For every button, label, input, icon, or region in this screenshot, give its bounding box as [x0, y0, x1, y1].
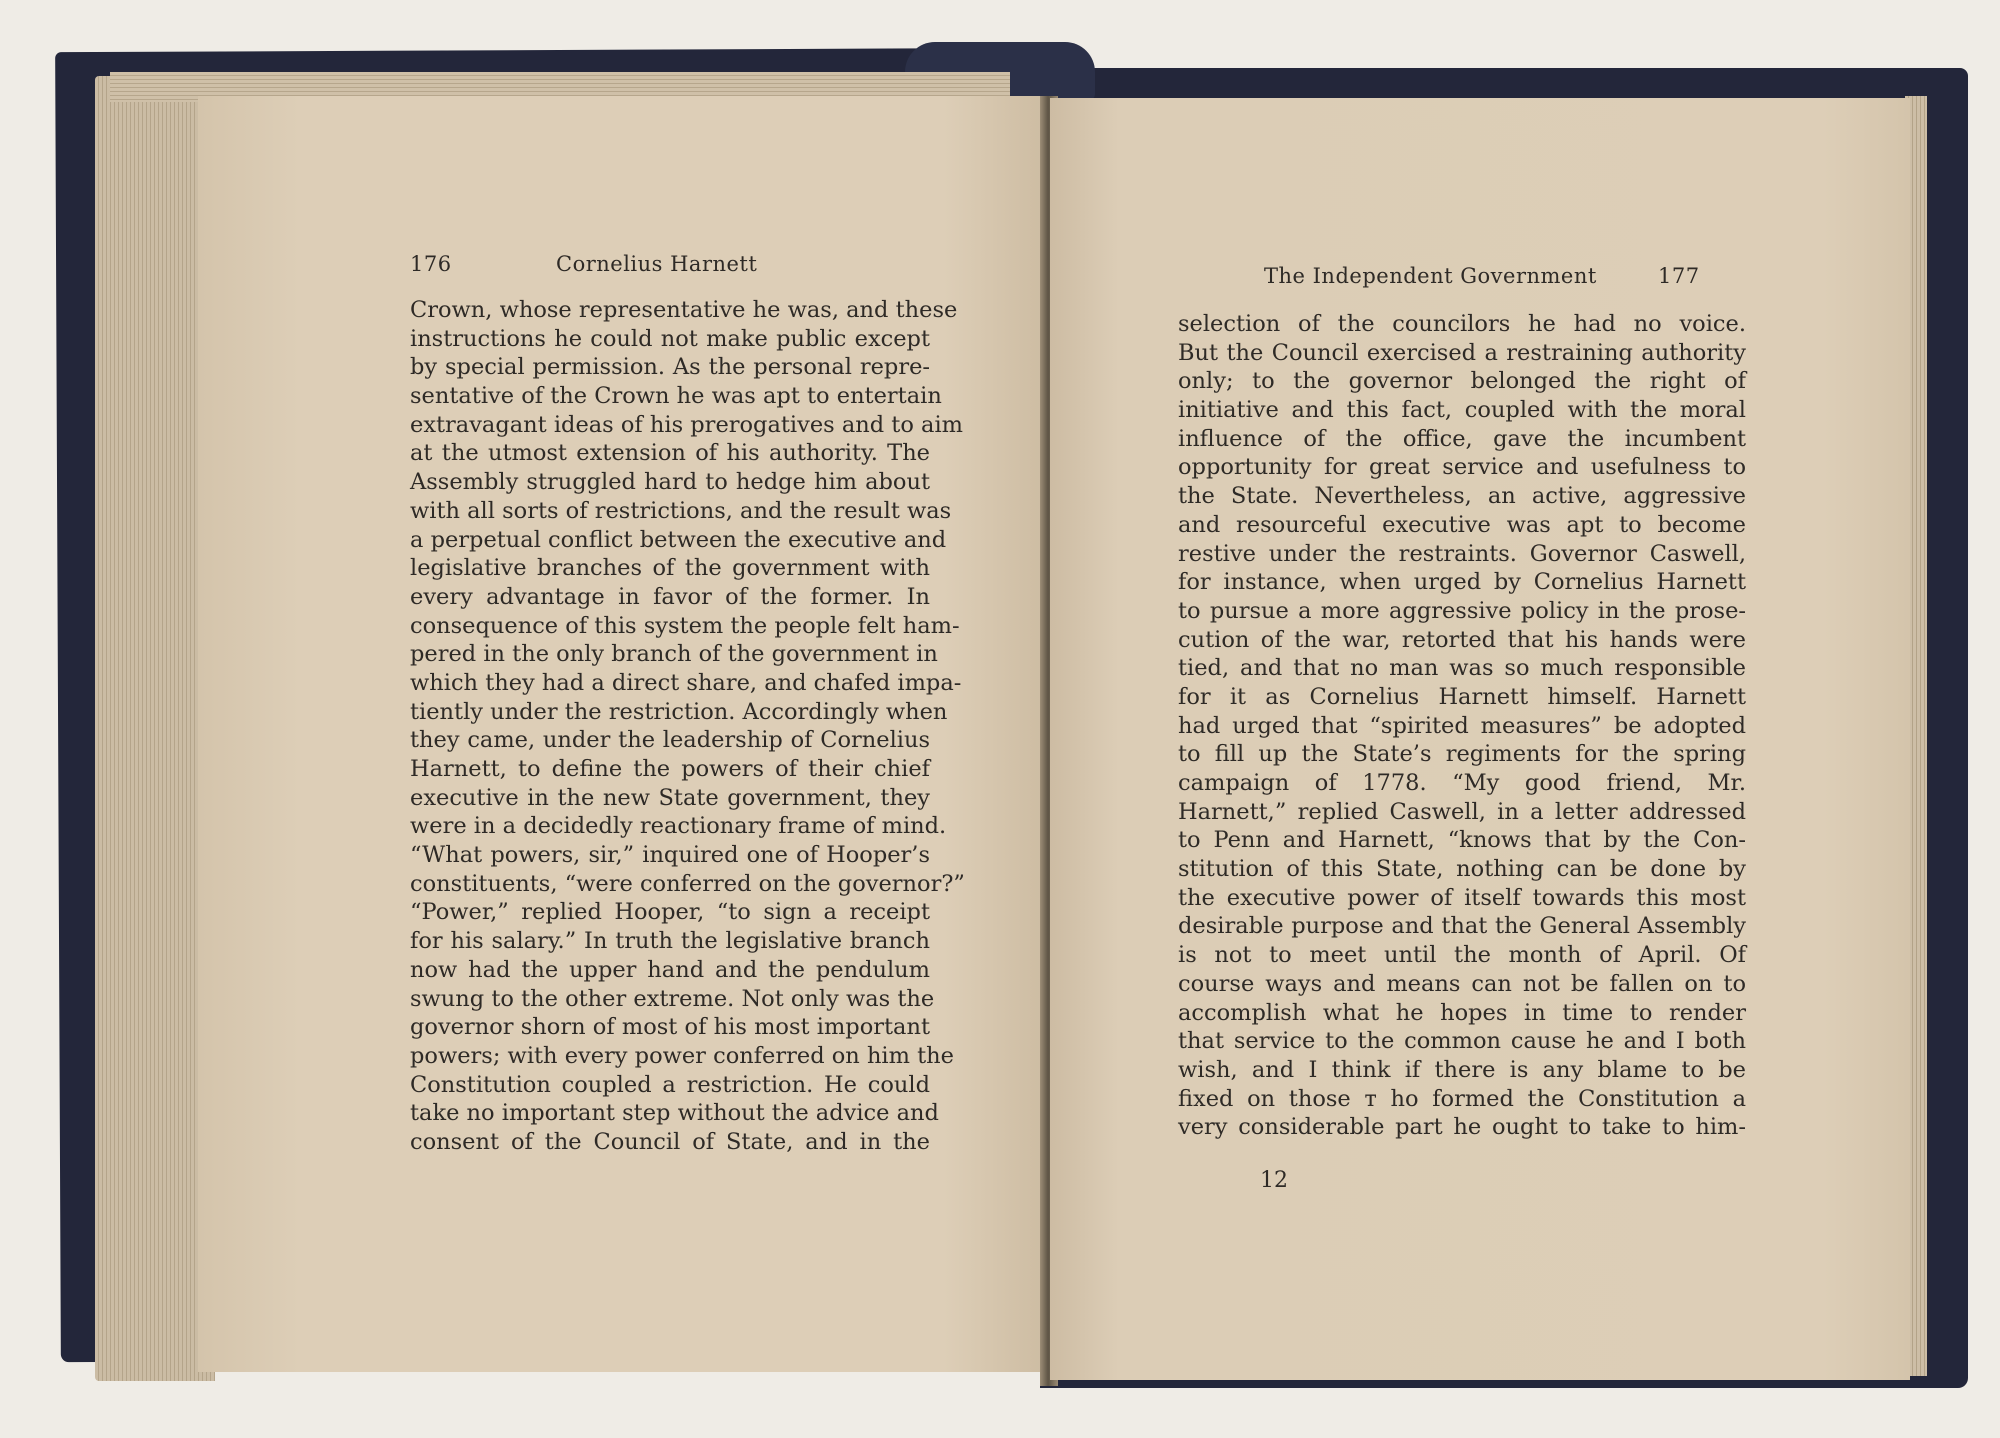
text-line: at the utmost extension of his authority. The [410, 440, 930, 467]
signature-mark: 12 [1260, 1168, 1288, 1193]
text-line: influence of the office, gave the incumbent [1178, 425, 1746, 452]
text-line: desirable purpose and that the General Assembly [1178, 913, 1746, 940]
text-line: to Penn and Harnett, “knows that by the Con- [1178, 827, 1746, 854]
left-running-head: Cornelius Harnett [556, 252, 758, 276]
text-line: every advantage in favor of the former. In [410, 583, 930, 610]
text-line: which they had a direct share, and chafed impa- [410, 669, 962, 696]
text-line: Harnett, to define the powers of their chief [410, 756, 930, 782]
text-line: by special permission. As the personal repre- [410, 354, 930, 381]
left-page [198, 96, 1046, 1372]
text-line: constituents, “were conferred on the governor?” [410, 870, 965, 897]
page-edges-left [95, 76, 215, 1381]
text-line: now had the upper hand and the pendulum [410, 956, 930, 983]
text-line: the executive power of itself towards this most [1178, 884, 1746, 911]
text-line: initiative and this fact, coupled with the moral [1178, 397, 1746, 424]
text-line: only; to the governor belonged the right of [1178, 368, 1746, 395]
text-line: governor shorn of most of his most important [410, 1014, 930, 1041]
text-line: executive in the new State government, they [410, 784, 930, 811]
text-line: is not to meet until the month of April. Of [1178, 942, 1746, 969]
text-line: had urged that “spirited measures” be adopted [1178, 712, 1746, 739]
text-line: and resourceful executive was apt to become [1178, 511, 1746, 538]
text-line: they came, under the leadership of Cornelius [410, 727, 930, 754]
text-line: to fill up the State’s regiments for the spring [1178, 741, 1746, 768]
text-line: Harnett,” replied Caswell, in a letter addressed [1178, 798, 1746, 825]
text-line: course ways and means can not be fallen on to [1178, 970, 1746, 997]
text-line: were in a decidedly reactionary frame of mind. [410, 813, 947, 840]
text-line: consequence of this system the people felt ham- [410, 612, 960, 639]
text-line: “Power,” replied Hooper, “to sign a receipt [410, 899, 930, 926]
left-body-text [410, 296, 965, 1157]
text-line: powers; with every power conferred on him the [410, 1042, 954, 1069]
text-line: take no important step without the advice and [410, 1100, 939, 1127]
right-page [1050, 98, 1910, 1380]
text-line: with all sorts of restrictions, and the result was [410, 497, 952, 524]
text-line: “What powers, sir,” inquired one of Hooper’s [410, 842, 930, 869]
text-line: Constitution coupled a restriction. He could [410, 1071, 930, 1098]
text-line: tiently under the restriction. Accordingly when [410, 698, 948, 725]
text-line: for his salary.” In truth the legislative branch [410, 928, 930, 955]
text-line: restive under the restraints. Governor Caswell, [1178, 540, 1746, 567]
text-line: for instance, when urged by Cornelius Harnett [1178, 569, 1746, 596]
text-line: Crown, whose representative he was, and these [410, 297, 958, 323]
text-line: But the Council exercised a restraining authority [1178, 339, 1746, 366]
text-line: that service to the common cause he and I both [1178, 1028, 1746, 1055]
text-line: the State. Nevertheless, an active, aggressive [1178, 483, 1746, 510]
right-body-text [1178, 310, 1746, 1142]
text-line: swung to the other extreme. Not only was the [410, 985, 935, 1012]
text-line: cution of the war, retorted that his hands were [1178, 626, 1746, 653]
text-line: campaign of 1778. “My good friend, Mr. [1178, 770, 1746, 796]
text-line: legislative branches of the government with [410, 555, 930, 582]
right-page-number: 177 [1658, 264, 1700, 288]
text-line: to pursue a more aggressive policy in the prose- [1178, 597, 1746, 624]
text-line: extravagant ideas of his prerogatives and to aim [410, 411, 963, 438]
text-line: selection of the councilors he had no voice. [1178, 311, 1746, 337]
right-running-head: The Independent Government [1264, 264, 1597, 288]
text-line: wish, and I think if there is any blame to be [1178, 1056, 1746, 1083]
text-line: stitution of this State, nothing can be done by [1178, 856, 1746, 883]
text-line: a perpetual conflict between the executive and [410, 526, 947, 553]
text-line: pered in the only branch of the government in [410, 641, 938, 668]
text-line: for it as Cornelius Harnett himself. Harnett [1178, 683, 1746, 710]
text-line: opportunity for great service and usefulness to [1178, 454, 1746, 481]
text-line: Assembly struggled hard to hedge him about [410, 469, 930, 496]
text-line: very considerable part he ought to take to him- [1178, 1114, 1746, 1141]
text-line: accomplish what he hopes in time to render [1178, 999, 1746, 1026]
text-line: tied, and that no man was so much responsible [1178, 655, 1746, 682]
text-line: fixed on those т ho formed the Constitution a [1178, 1085, 1746, 1112]
text-line: sentative of the Crown he was apt to entertain [410, 383, 942, 410]
text-line: consent of the Council of State, and in the [410, 1128, 930, 1155]
left-page-number: 176 [410, 252, 452, 276]
text-line: instructions he could not make public except [410, 325, 930, 352]
